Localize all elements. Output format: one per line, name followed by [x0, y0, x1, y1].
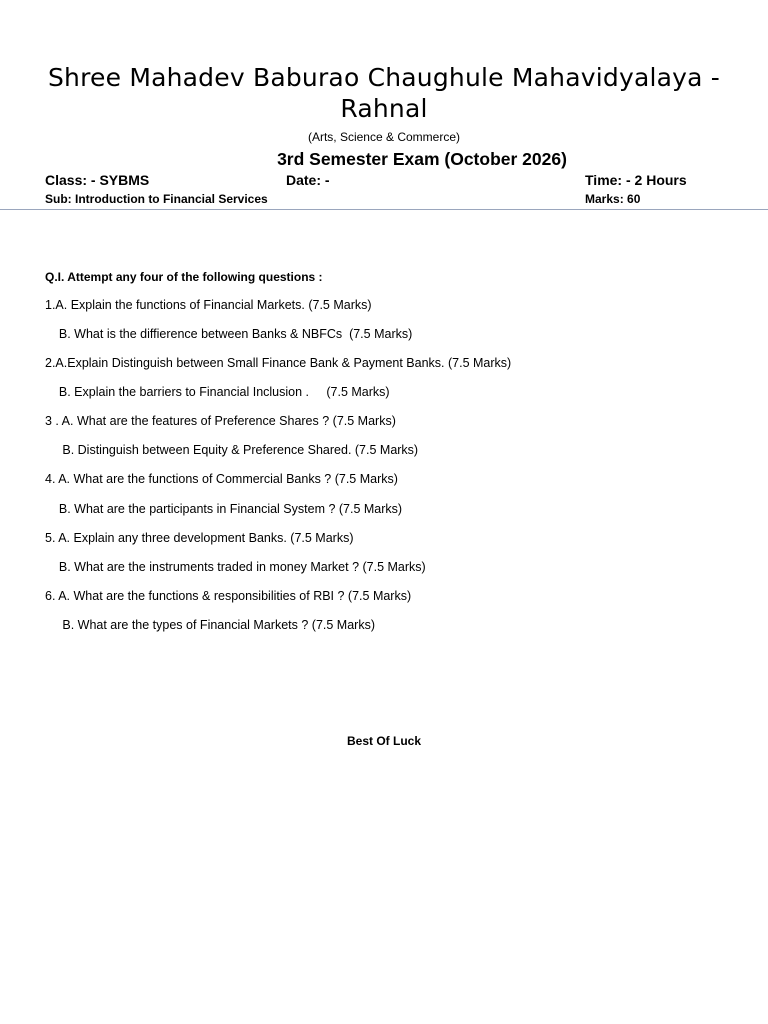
date-label: Date: -	[286, 172, 330, 188]
question-line: 4. A. What are the functions of Commercial Banks ? (7.5 Marks)	[45, 472, 398, 486]
question-line: B. What are the types of Financial Markets ? (7.5 Marks)	[45, 618, 375, 632]
question-line: B. What are the participants in Financial System ? (7.5 Marks)	[45, 502, 403, 516]
college-stream: (Arts, Science & Commerce)	[307, 130, 461, 144]
question-line: B. What is the diffierence between Banks & NBFCs (7.5 Marks)	[45, 327, 413, 341]
exam-title: 3rd Semester Exam (October 2026)	[277, 149, 567, 169]
question-line: 3 . A. What are the features of Preference Shares ? (7.5 Marks)	[45, 414, 396, 428]
marks-label: Marks: 60	[585, 192, 641, 206]
question-line: B. Distinguish between Equity & Preference Shared. (7.5 Marks)	[45, 443, 419, 457]
question-line: 5. A. Explain any three development Banks. (7.5 Marks)	[45, 531, 354, 545]
closing-note: Best Of Luck	[346, 734, 421, 748]
college-name: Shree Mahadev Baburao Chaughule Mahavidyalaya - Rahnal	[47, 63, 721, 123]
question-line: 6. A. What are the functions & responsibilities of RBI ? (7.5 Marks)	[45, 589, 412, 603]
time-label: Time: - 2 Hours	[585, 172, 687, 188]
question-line: B. What are the instruments traded in money Market ? (7.5 Marks)	[45, 560, 426, 574]
question-instruction: Q.I. Attempt any four of the following questions :	[45, 270, 323, 284]
question-line: B. Explain the barriers to Financial Inclusion . (7.5 Marks)	[45, 385, 390, 399]
header-divider	[0, 209, 768, 210]
class-label: Class: - SYBMS	[45, 172, 150, 188]
question-line: 2.A.Explain Distinguish between Small Finance Bank & Payment Banks. (7.5 Marks)	[45, 356, 512, 370]
question-line: 1.A. Explain the functions of Financial Markets. (7.5 Marks)	[45, 298, 372, 312]
subject-label: Sub: Introduction to Financial Services	[45, 192, 268, 206]
